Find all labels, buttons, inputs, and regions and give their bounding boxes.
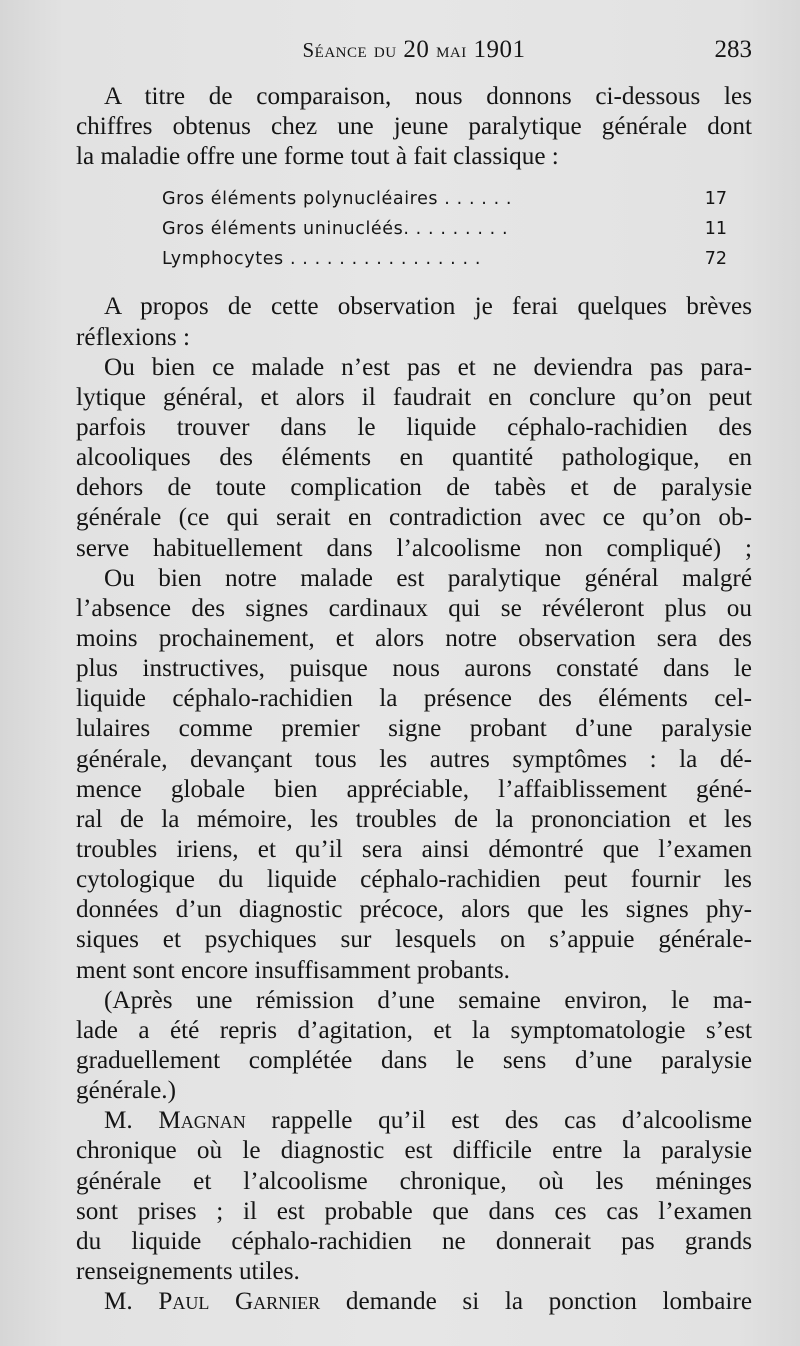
text-line: lade a été repris d’agitation, et la symptomatologie s’est [76, 1016, 752, 1044]
table-value: 17 [704, 189, 727, 210]
table-value: 72 [704, 249, 727, 270]
text-line: du liquide céphalo-rachidien ne donnerait pas grands [76, 1227, 752, 1255]
text-line: l’absence des signes cardinaux qui se révéleront plus ou [76, 594, 752, 622]
table-row [162, 184, 727, 214]
running-title-word: mai [436, 38, 467, 62]
text-line: parfois trouver dans le liquide céphalo-rachidien des [76, 413, 752, 441]
table-label: Gros éléments uninucléés. . . . . . . . . [162, 219, 509, 240]
running-header [76, 36, 752, 70]
text-line: graduellement complétée dans le sens d’une paralysie [76, 1046, 752, 1074]
text-span: demande si la ponction lombaire [345, 1288, 752, 1316]
text-span: rappelle qu’il est des cas d’alcoolisme [271, 1107, 752, 1135]
text-line: (Après une rémission d’une semaine environ, le ma- [104, 986, 752, 1014]
text-line: dehors de toute complication de tabès et de paralysie [76, 474, 752, 502]
text-line: A propos de cette observation je ferai quelques brèves [104, 293, 752, 321]
speaker-name: M. Paul Garnier [104, 1288, 321, 1316]
text-line: siques et psychiques sur lesquels on s’appuie générale- [76, 926, 752, 954]
text-line: générale (ce qui serait en contradiction avec ce qu’on ob- [76, 504, 752, 532]
text-line: serve habituellement dans l’alcoolisme non compliqué) ; [76, 534, 752, 562]
text-line: générale, devançant tous les autres symptômes : la dé- [76, 745, 752, 773]
text-line: moins prochainement, et alors notre observation sera des [76, 624, 752, 652]
running-title-word: 20 [403, 36, 430, 63]
text-line [76, 1106, 752, 1136]
speaker-name: M. Magnan [104, 1107, 246, 1135]
text-line: données d’un diagnostic précoce, alors que les signes phy- [76, 896, 752, 924]
text-line: troubles iriens, et qu’il sera ainsi démontré que l’examen [76, 835, 752, 863]
text-line: A titre de comparaison, nous donnons ci-dessous les [104, 83, 752, 110]
text-line: ment sont encore insuffisamment probants. [76, 956, 510, 984]
text-line: chronique où le diagnostic est difficile entre la paralysie [76, 1137, 752, 1165]
text-line: chiffres obtenus chez une jeune paralytique générale dont [76, 113, 752, 141]
table-label: Gros éléments polynucléaires . . . . . . [162, 189, 513, 210]
table-value: 11 [704, 219, 727, 240]
table-row [162, 244, 727, 274]
running-title [76, 36, 752, 64]
text-line: renseignements utiles. [76, 1257, 300, 1285]
running-title-word: Séance [302, 38, 368, 62]
text-line: ral de la mémoire, les troubles de la prononciation et les [76, 805, 752, 833]
running-title-word: du [373, 38, 397, 62]
text-line: lytique général, et alors il faudrait en conclure qu’on peut [76, 383, 752, 411]
text-line: sont prises ; il est probable que dans ces cas l’examen [76, 1197, 752, 1225]
text-line: la maladie offre une forme tout à fait classique : [76, 143, 559, 171]
running-title-word: 1901 [473, 36, 526, 63]
text-line: lulaires comme premier signe probant d’une paralysie [76, 715, 752, 743]
table-label: Lymphocytes . . . . . . . . . . . . . . . . [162, 249, 481, 270]
page-number: 283 [714, 36, 752, 63]
text-line: Ou bien notre malade est paralytique général malgré [104, 564, 752, 592]
text-line: plus instructives, puisque nous aurons constaté dans le [76, 655, 752, 683]
text-line: Ou bien ce malade n’est pas et ne deviendra pas para- [104, 353, 752, 381]
text-line: mence globale bien appréciable, l’affaiblissement géné- [76, 775, 752, 803]
body-text [76, 82, 752, 1317]
table-row [162, 214, 727, 244]
text-line: liquide céphalo-rachidien la présence des éléments cel- [76, 685, 752, 713]
text-line: alcooliques des éléments en quantité pathologique, en [76, 444, 752, 472]
text-line: générale.) [76, 1077, 176, 1105]
text-line: générale et l’alcoolisme chronique, où les méninges [76, 1167, 752, 1195]
text-line [76, 1287, 752, 1317]
text-line: réflexions : [76, 323, 191, 351]
text-line: cytologique du liquide céphalo-rachidien peut fournir les [76, 866, 752, 894]
